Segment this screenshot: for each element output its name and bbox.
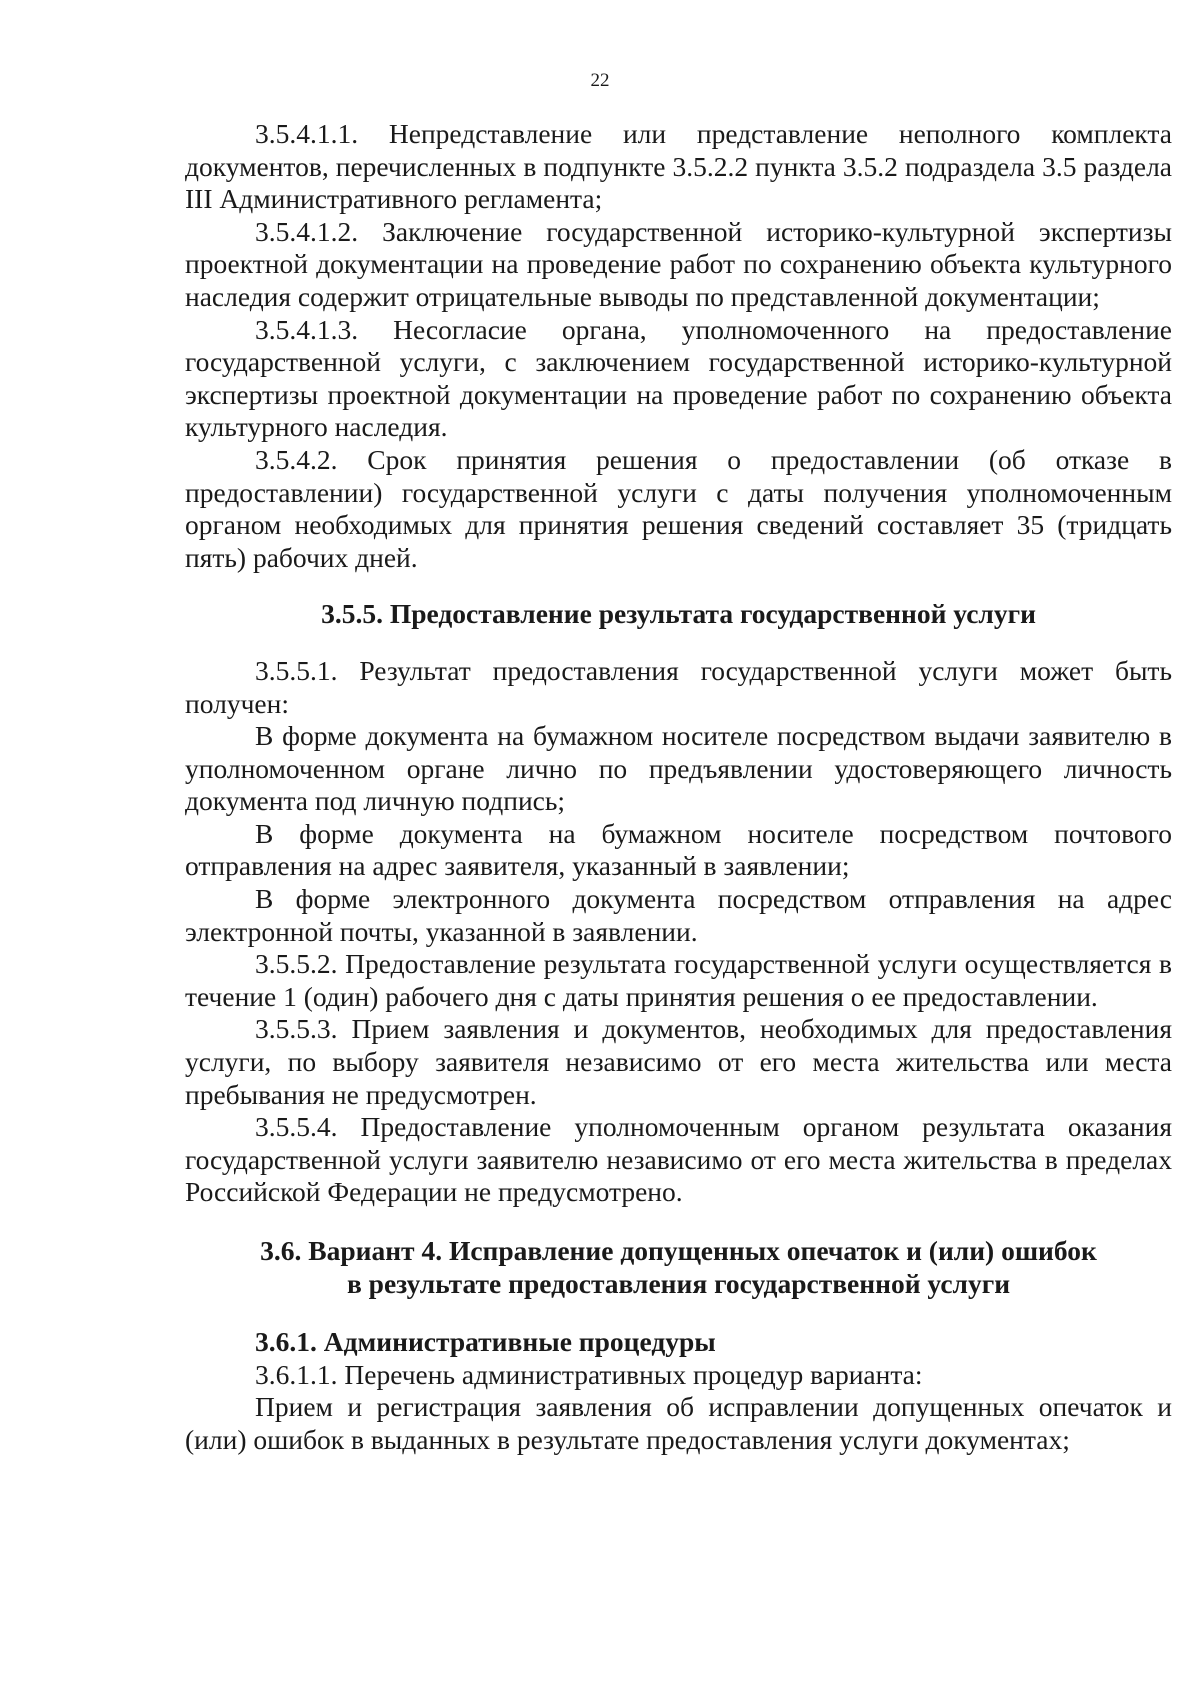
paragraph-reception-registration: Прием и регистрация заявления об исправлении допущенных опечаток и (или) ошибок в выданных в результате предоставления услуги документах; (185, 1391, 1172, 1455)
paragraph-paper-in-person: В форме документа на бумажном носителе посредством выдачи заявителю в уполномоченном органе лично по предъявлении удостоверяющего личность документа под личную подпись; (185, 720, 1172, 817)
spacer (185, 1209, 1172, 1235)
spacer (185, 631, 1172, 655)
paragraph-3-5-5-4: 3.5.5.4. Предоставление уполномоченным органом результата оказания государственной услуги заявителю независимо от его места жительства в пределах Российской Федерации не предусмотрено. (185, 1111, 1172, 1208)
paragraph-3-5-4-1-1: 3.5.4.1.1. Непредставление или представление неполного комплекта документов, перечисленных в подпункте 3.5.2.2 пункта 3.5.2 подраздела 3.5 раздела III Административного регламента; (185, 118, 1172, 215)
section-heading-3-6-line2: в результате предоставления государственной услуги (346, 1267, 1011, 1299)
spacer (185, 574, 1172, 598)
paragraph-3-5-4-2: 3.5.4.2. Срок принятия решения о предоставлении (об отказе в предоставлении) государственной услуги с даты получения уполномоченным органом необходимых для принятия решения сведений составляет 35 (тридцать пять) рабочих дней. (185, 443, 1172, 573)
paragraph-3-5-5-2: 3.5.5.2. Предоставление результата государственной услуги осуществляется в течение 1 (один) рабочего дня с даты принятия решения о ее предоставлении. (185, 948, 1172, 1012)
section-heading-3-6-line1: 3.6. Вариант 4. Исправление допущенных опечаток и (или) ошибок (260, 1235, 1097, 1266)
paragraph-paper-by-mail: В форме документа на бумажном носителе посредством почтового отправления на адрес заявителя, указанный в заявлении; (185, 817, 1172, 882)
spacer (185, 1300, 1172, 1326)
paragraph-3-5-4-1-2: 3.5.4.1.2. Заключение государственной историко-культурной экспертизы проектной документации на проведение работ по сохранению объекта культурного наследия содержит отрицательные выводы по представленной документации; (185, 215, 1172, 312)
subsection-heading-3-6-1: 3.6.1. Административные процедуры (255, 1326, 716, 1358)
paragraph-3-5-4-1-3: 3.5.4.1.3. Несогласие органа, уполномоченного на предоставление государственной услуги, с заключением государственной историко-культурной экспертизы проектной документации на проведение работ по сохранению объекта культурного наследия. (185, 313, 1172, 443)
paragraph-3-5-5-3: 3.5.5.3. Прием заявления и документов, необходимых для предоставления услуги, по выбору заявителя независимо от его места жительства или места пребывания не предусмотрен. (185, 1013, 1172, 1110)
paragraph-electronic: В форме электронного документа посредством отправления на адрес электронной почты, указанной в заявлении. (185, 883, 1172, 947)
document-body (185, 118, 1172, 1457)
paragraph-3-5-5-1: 3.5.5.1. Результат предоставления государственной услуги может быть получен: (185, 654, 1172, 719)
paragraph-3-6-1-1: 3.6.1.1. Перечень административных процедур варианта: (255, 1358, 923, 1390)
section-heading-3-5-5: 3.5.5. Предоставление результата государственной услуги (321, 598, 1036, 630)
page-number: 22 (590, 70, 610, 91)
